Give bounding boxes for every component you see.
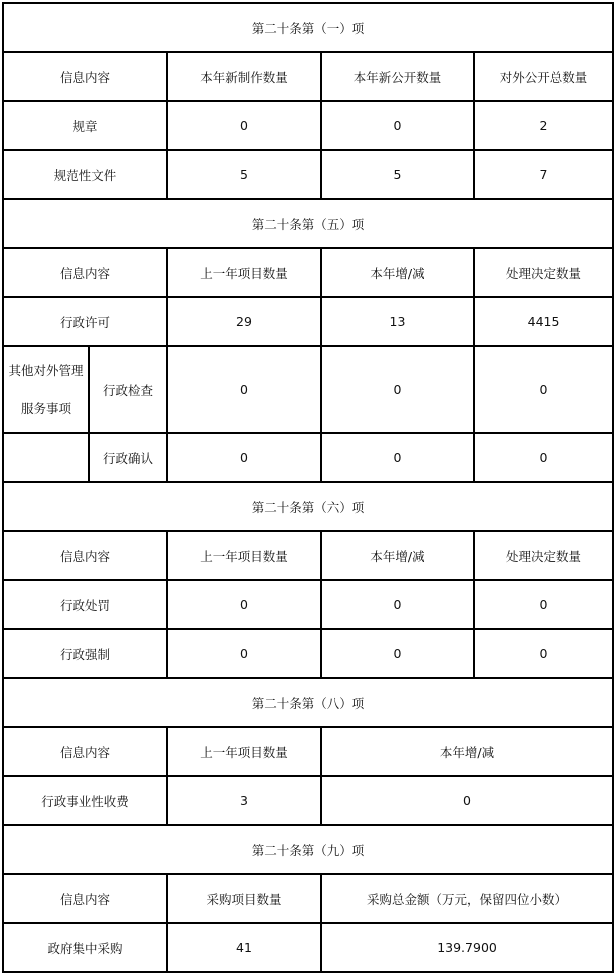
row-label: 规章 [3, 101, 167, 150]
header-cell: 处理决定数量 [474, 531, 613, 580]
disclosure-table [2, 2, 614, 973]
section-title-row [3, 199, 613, 248]
row-label: 行政检查 [89, 346, 167, 433]
table-row [3, 923, 613, 972]
cell: 0 [321, 433, 474, 482]
row-label: 行政强制 [3, 629, 167, 678]
group-label-line: 服务事项 [20, 400, 71, 416]
cell: 7 [474, 150, 613, 199]
table-row [3, 297, 613, 346]
header-row [3, 531, 613, 580]
row-label: 行政事业性收费 [3, 776, 167, 825]
cell: 0 [167, 101, 321, 150]
table-row [3, 629, 613, 678]
header-cell: 信息内容 [3, 727, 167, 776]
cell: 0 [167, 346, 321, 433]
cell: 2 [474, 101, 613, 150]
group-label [3, 346, 89, 433]
table-row [3, 346, 613, 433]
header-cell: 本年新制作数量 [167, 52, 321, 101]
header-cell: 信息内容 [3, 531, 167, 580]
cell: 0 [321, 629, 474, 678]
section-title: 第二十条第（八）项 [3, 678, 613, 727]
section-title: 第二十条第（六）项 [3, 482, 613, 531]
header-cell: 采购总金额（万元，保留四位小数） [321, 874, 613, 923]
header-cell: 上一年项目数量 [167, 248, 321, 297]
section-title: 第二十条第（九）项 [3, 825, 613, 874]
row-label: 行政许可 [3, 297, 167, 346]
section-title-row [3, 825, 613, 874]
row-label: 规范性文件 [3, 150, 167, 199]
cell: 0 [474, 433, 613, 482]
header-cell: 信息内容 [3, 248, 167, 297]
section-title: 第二十条第（一）项 [3, 3, 613, 52]
table-row [3, 580, 613, 629]
cell: 0 [474, 346, 613, 433]
empty-cell [3, 433, 89, 482]
cell: 0 [167, 580, 321, 629]
header-cell: 处理决定数量 [474, 248, 613, 297]
cell: 4415 [474, 297, 613, 346]
table-row [3, 776, 613, 825]
header-row [3, 874, 613, 923]
section-title: 第二十条第（五）项 [3, 199, 613, 248]
header-cell: 对外公开总数量 [474, 52, 613, 101]
header-cell: 本年新公开数量 [321, 52, 474, 101]
section-title-row [3, 678, 613, 727]
header-cell: 上一年项目数量 [167, 727, 321, 776]
cell: 0 [474, 580, 613, 629]
header-cell: 采购项目数量 [167, 874, 321, 923]
cell: 0 [321, 776, 613, 825]
header-row [3, 52, 613, 101]
header-cell: 本年增/减 [321, 727, 613, 776]
cell: 13 [321, 297, 474, 346]
table-row [3, 433, 613, 482]
cell: 0 [321, 101, 474, 150]
cell: 0 [321, 346, 474, 433]
table-row [3, 101, 613, 150]
header-cell: 信息内容 [3, 52, 167, 101]
cell: 5 [167, 150, 321, 199]
cell: 5 [321, 150, 474, 199]
section-title-row [3, 3, 613, 52]
cell: 29 [167, 297, 321, 346]
row-label: 政府集中采购 [3, 923, 167, 972]
cell: 41 [167, 923, 321, 972]
table-row [3, 150, 613, 199]
header-row [3, 248, 613, 297]
section-title-row [3, 482, 613, 531]
header-row [3, 727, 613, 776]
row-label: 行政确认 [89, 433, 167, 482]
header-cell: 本年增/减 [321, 248, 474, 297]
cell: 0 [321, 580, 474, 629]
cell: 3 [167, 776, 321, 825]
header-cell: 本年增/减 [321, 531, 474, 580]
group-label-line: 其他对外管理 [8, 362, 84, 378]
cell: 0 [167, 433, 321, 482]
cell: 0 [167, 629, 321, 678]
row-label: 行政处罚 [3, 580, 167, 629]
cell: 0 [474, 629, 613, 678]
header-cell: 信息内容 [3, 874, 167, 923]
cell: 139.7900 [321, 923, 613, 972]
header-cell: 上一年项目数量 [167, 531, 321, 580]
